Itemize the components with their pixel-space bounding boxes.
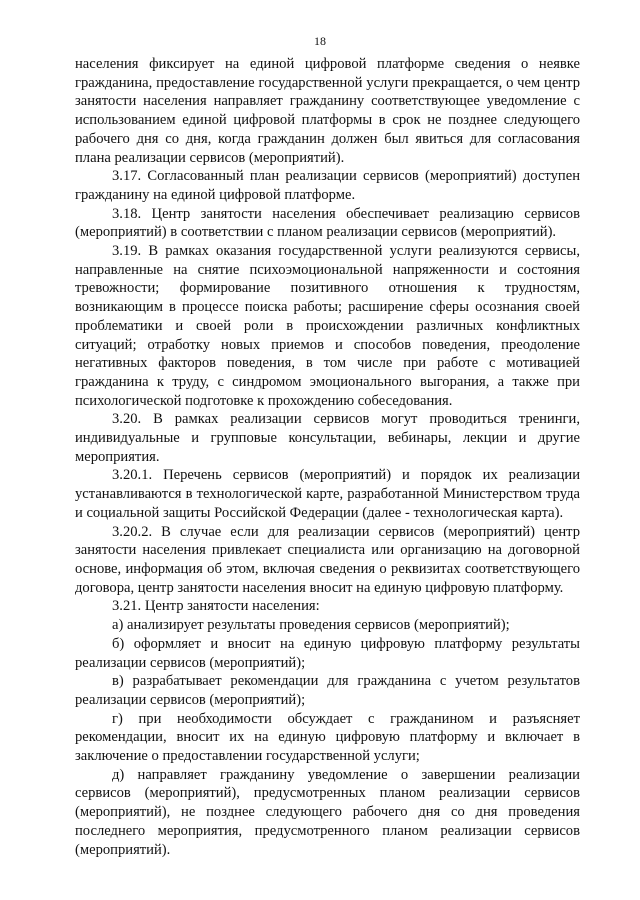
list-item-v: в) разрабатывает рекомендации для гражданина с учетом результатов реализации сервисов (мероприятий);: [75, 673, 580, 708]
paragraph-3-18: 3.18. Центр занятости населения обеспечивает реализацию сервисов (мероприятий) в соответствии с планом реализации сервисов (мероприятий).: [75, 205, 580, 241]
paragraph-continuation: населения фиксирует на единой цифровой платформе сведения о неявке гражданина, предоставление государственной услуги прекращается, о чем центр занятости населения направляет гражданину соответствующее уведомление с использованием единой цифровой платформы в срок не позднее следующего рабочего дня со дня, когда гражданин должен был явиться для согласования плана реализации сервисов (мероприятий).: [75, 56, 580, 166]
list-item-a: а) анализирует результаты проведения сервисов (мероприятий);: [112, 617, 510, 634]
list-item-b: б) оформляет и вносит на единую цифровую платформу результаты реализации сервисов (мероприятий);: [75, 635, 580, 671]
paragraph-3-21: 3.21. Центр занятости населения:: [112, 598, 320, 615]
paragraph-3-20: 3.20. В рамках реализации сервисов могут проводиться тренинги, индивидуальные и групповые консультации, вебинары, лекции и другие мероприятия.: [75, 411, 580, 465]
list-item-g: г) при необходимости обсуждает с гражданином и разъясняет рекомендации, вносит их на единую цифровую платформу и включает в заключение о предоставлении государственной услуги;: [75, 710, 580, 765]
page-number: 18: [314, 34, 326, 48]
paragraph-3-20-2: 3.20.2. В случае если для реализации сервисов (мероприятий) центр занятости населения привлекает специалиста или организацию на договорной основе, информация об этом, включая сведения о реквизитах соответствующего договора, центр занятости населения вносит на единую цифровую платформу.: [75, 523, 580, 596]
list-item-d: д) направляет гражданину уведомление о завершении реализации сервисов (мероприятий), предусмотренных планом реализации сервисов (мероприятий), не позднее следующего рабочего дня со дня проведения последнего мероприятия, предусмотренного планом реализации сервисов (мероприятий).: [75, 766, 580, 858]
document-body: [75, 55, 580, 859]
paragraph-3-17: 3.17. Согласованный план реализации сервисов (мероприятий) доступен гражданину на единой цифровой платформе.: [75, 168, 580, 203]
paragraph-3-20-1: 3.20.1. Перечень сервисов (мероприятий) и порядок их реализации устанавливаются в технологической карте, разработанной Министерством труда и социальной защиты Российской Федерации (далее - технологическая карта).: [75, 467, 580, 521]
paragraph-3-19: 3.19. В рамках оказания государственной услуги реализуются сервисы, направленные на снятие психоэмоциональной напряженности и состояния тревожности; формирование позитивного отношения к трудностям, возникающим в процессе поиска работы; расширение сферы осознания своей проблематики и своей роли в происхождении различных конфликтных ситуаций; отработку новых приемов и способов поведения, преодоление негативных факторов поведения, в том числе при работе с мотивацией гражданина к труду, с синдромом эмоционального выгорания, а также при психологической подготовке к прохождению собеседования.: [75, 243, 580, 409]
